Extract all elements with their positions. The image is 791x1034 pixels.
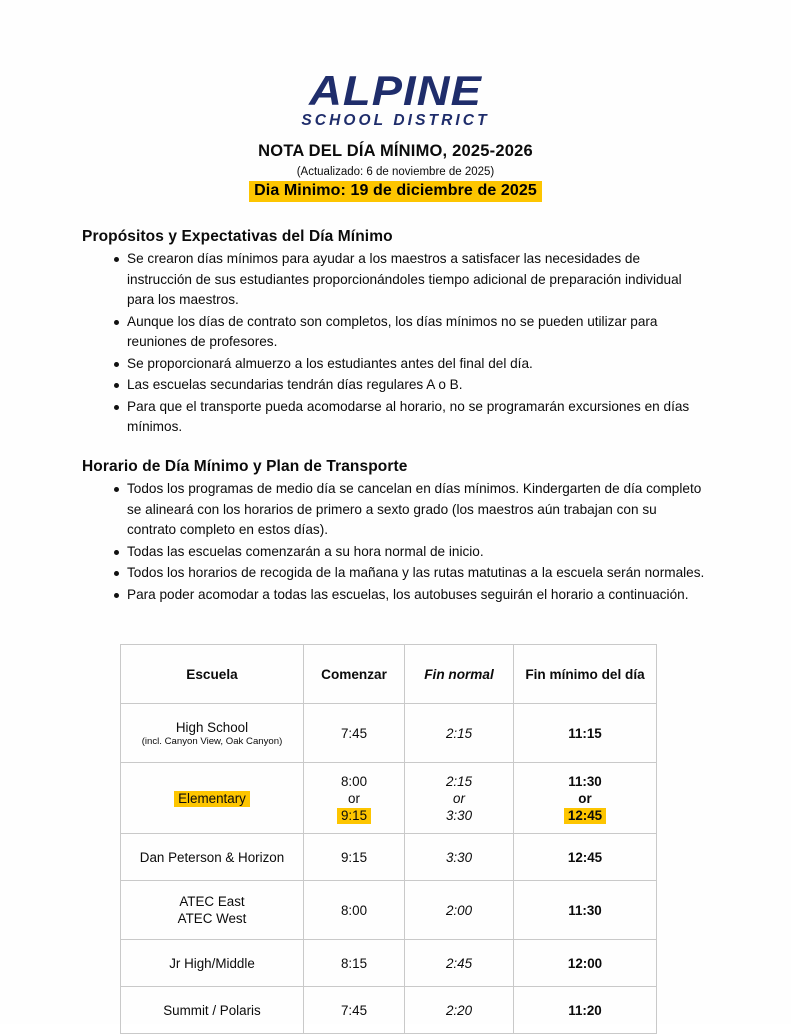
cell-school: Jr High/Middle	[121, 940, 304, 987]
start-line: 8:00	[340, 773, 368, 789]
cell-normal-end: 2:00	[405, 881, 514, 940]
section-schedule-heading: Horario de Día Mínimo y Plan de Transporte	[82, 458, 408, 475]
school-name-line: ATEC West	[177, 911, 247, 926]
cell-min-end: 11:30	[514, 881, 657, 940]
cell-start	[304, 763, 405, 834]
section-schedule	[82, 458, 708, 606]
cell-school	[121, 704, 304, 763]
cell-school	[121, 881, 304, 940]
start-line-highlighted: 9:15	[337, 808, 371, 824]
min-end-line-highlighted: 12:45	[564, 808, 606, 824]
cell-min-end: 11:20	[514, 987, 657, 1034]
cell-min-end: 11:15	[514, 704, 657, 763]
cell-start: 8:00	[304, 881, 405, 940]
minimum-day-banner-wrap	[0, 181, 791, 202]
cell-start: 7:45	[304, 987, 405, 1034]
list-item: Todas las escuelas comenzarán a su hora normal de inicio.	[82, 542, 708, 563]
list-item: Todos los programas de medio día se cancelan en días mínimos. Kindergarten de día completo se alineará con los horarios de primero a sexto grado (los maestros aún trabajan con su contrato completo en estos días).	[82, 479, 708, 541]
cell-min-end: 12:45	[514, 834, 657, 881]
table-row	[121, 763, 657, 834]
normal-end-line: or	[453, 790, 465, 806]
cell-start: 7:45	[304, 704, 405, 763]
bus-schedule-table-wrap	[120, 644, 645, 1034]
cell-school: Summit / Polaris	[121, 987, 304, 1034]
list-item: Para que el transporte pueda acomodarse al horario, no se programarán excursiones en días mínimos.	[82, 397, 708, 438]
list-item: Todos los horarios de recogida de la mañana y las rutas matutinas a la escuela serán normales.	[82, 563, 708, 584]
school-name-line: ATEC East	[179, 894, 245, 909]
section-purposes-list	[82, 249, 708, 438]
minimum-day-banner: Dia Minimo: 19 de diciembre de 2025	[249, 181, 542, 202]
table-body	[121, 704, 657, 1034]
table-head	[121, 645, 657, 704]
cell-normal-end: 2:20	[405, 987, 514, 1034]
cell-min-end: 12:00	[514, 940, 657, 987]
column-header-normal-end: Fin normal	[405, 645, 514, 704]
column-header-school: Escuela	[121, 645, 304, 704]
logo-wordmark: ALPINE	[309, 67, 482, 114]
min-end-line	[516, 807, 654, 824]
bus-schedule-table	[120, 644, 657, 1034]
column-header-min-end: Fin mínimo del día	[514, 645, 657, 704]
section-schedule-list	[82, 479, 708, 605]
start-line	[306, 807, 402, 824]
alpine-school-district-logo	[0, 67, 791, 129]
section-purposes	[82, 228, 708, 439]
list-item: Las escuelas secundarias tendrán días regulares A o B.	[82, 375, 708, 396]
table-row	[121, 881, 657, 940]
start-line: or	[348, 790, 360, 806]
table-header-row	[121, 645, 657, 704]
table-row	[121, 987, 657, 1034]
school-name: High School	[175, 719, 249, 735]
cell-start: 9:15	[304, 834, 405, 881]
logo-subtitle: SCHOOL DISTRICT	[301, 112, 490, 129]
normal-end-line: 3:30	[445, 807, 473, 823]
table-row	[121, 834, 657, 881]
section-purposes-heading: Propósitos y Expectativas del Día Mínimo	[82, 228, 393, 245]
cell-normal-end	[405, 763, 514, 834]
cell-school	[121, 763, 304, 834]
cell-normal-end: 3:30	[405, 834, 514, 881]
cell-normal-end: 2:45	[405, 940, 514, 987]
table-row	[121, 940, 657, 987]
min-end-line: or	[578, 790, 592, 806]
school-name: Elementary	[174, 791, 250, 807]
min-end-line: 11:30	[568, 773, 602, 789]
column-header-start: Comenzar	[304, 645, 405, 704]
table-row	[121, 704, 657, 763]
list-item: Se crearon días mínimos para ayudar a los maestros a satisfacer las necesidades de instrucción de sus estudiantes proporcionándoles tiempo adicional de preparación individual para los maestros.	[82, 249, 708, 311]
last-updated-text: (Actualizado: 6 de noviembre de 2025)	[296, 166, 495, 178]
cell-min-end	[514, 763, 657, 834]
list-item: Se proporcionará almuerzo a los estudiantes antes del final del día.	[82, 354, 708, 375]
cell-normal-end: 2:15	[405, 704, 514, 763]
cell-start: 8:15	[304, 940, 405, 987]
school-note: (incl. Canyon View, Oak Canyon)	[141, 735, 283, 747]
list-item: Para poder acomodar a todas las escuelas, los autobuses seguirán el horario a continuación.	[82, 585, 708, 606]
cell-school: Dan Peterson & Horizon	[121, 834, 304, 881]
page-title: NOTA DEL DÍA MÍNIMO, 2025-2026	[258, 142, 533, 160]
list-item: Aunque los días de contrato son completos, los días mínimos no se pueden utilizar para reuniones de profesores.	[82, 312, 708, 353]
normal-end-line: 2:15	[445, 773, 473, 789]
